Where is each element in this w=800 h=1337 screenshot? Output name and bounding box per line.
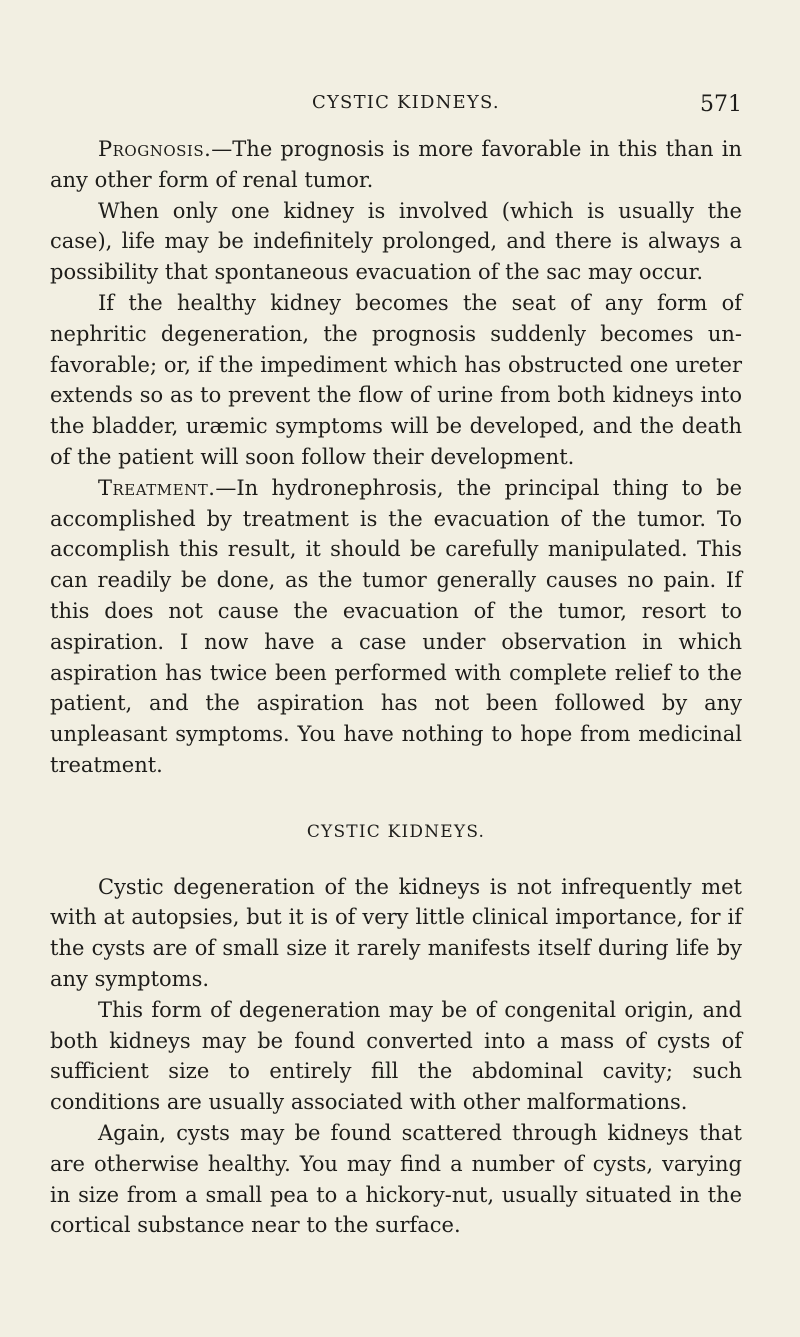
paragraph-healthy-kidney: If the healthy kidney becomes the seat of any form of nephritic degeneration, the prognosis suddenly becomes unfavorable; or, if the impediment which has obstructed one ureter extends so as to prevent the flow of urine from both kidneys into the bladder, uræmic symptoms will be developed, and the death of the patient will soon follow their development.: [50, 290, 742, 469]
paragraph-cystic-degeneration: Cystic degeneration of the kidneys is not infrequently met with at autopsies, but it is of very little clinical importance, for if the cysts are of small size it rarely manifests itself during life by any symptoms.: [50, 874, 742, 991]
treatment-text: —In hydronephrosis, the principal thing to be accomplished by treatment is the evacuation of the tumor. To accomplish this result, it should be carefully manipulated. This can readily be done, as the tumor generally causes no pain. If this does not cause the evacuation of the tumor, resort to aspiration. I now have a case under observation in which aspiration has twice been performed with complete relief to the patient, and the aspiration has not been followed by any unpleasant symptoms. You have nothing to hope from medicinal treatment.: [50, 475, 742, 777]
paragraph-prognosis: [50, 134, 742, 196]
paragraph-treatment: [50, 473, 742, 781]
running-head: [50, 92, 742, 122]
section-heading-cystic-kidneys: CYSTIC KIDNEYS.: [306, 821, 486, 842]
treatment-label: Treatment.: [98, 475, 216, 500]
paragraph-congenital-origin: This form of degeneration may be of congenital origin, and both kidneys may be found converted into a mass of cysts of sufficient size to entirely fill the abdominal cavity; such conditions are usually associated with other malformations.: [50, 997, 742, 1115]
paragraph-one-kidney: When only one kidney is involved (which is usually the case), life may be indefinitely prolonged, and there is always a possibility that spontaneous evacuation of the sac may occur.: [50, 198, 742, 285]
body-text: [50, 134, 742, 1241]
prognosis-text: —The prognosis is more favorable in this than in any other form of renal tumor.: [50, 137, 742, 192]
prognosis-label: Prognosis.: [98, 137, 212, 161]
paragraph-scattered-cysts: Again, cysts may be found scattered through kidneys that are otherwise healthy. You may find a number of cysts, varying in size from a small pea to a hickory-nut, usually situated in the cortical substance near to the surface.: [50, 1120, 742, 1238]
page-number: 571: [700, 92, 742, 117]
running-title: CYSTIC KIDNEYS.: [312, 92, 500, 113]
